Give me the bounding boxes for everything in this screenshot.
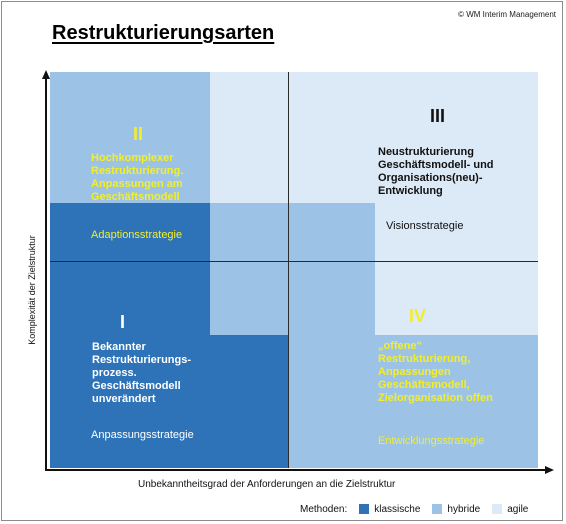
- y-axis-label: Komplexität der Zielstruktur: [27, 235, 37, 345]
- quadrant-1-description: Bekannter Restrukturierungs-prozess. Geschäftsmodell unverändert: [92, 341, 192, 405]
- legend-label-hybride: hybride: [447, 503, 481, 515]
- quadrant-1-strategy: Anpassungsstrategie: [91, 429, 194, 441]
- legend-title: Methoden:: [300, 503, 348, 515]
- classic-region-bottom: [210, 335, 288, 468]
- quadrant-4-numeral: IV: [409, 306, 427, 326]
- legend-swatch-klassische: [359, 504, 369, 514]
- x-axis-arrow-icon: [545, 466, 554, 474]
- diagram-title: Restrukturierungsarten: [52, 22, 275, 44]
- legend-item-agile: [492, 504, 528, 515]
- horizontal-divider: [50, 261, 538, 262]
- quadrant-3-strategy: Visionsstrategie: [386, 220, 464, 232]
- legend-label-klassische: klassische: [374, 503, 421, 515]
- quadrant-3-description: Neustrukturierung Geschäftsmodell- und Organisations(neu)-Entwicklung: [378, 146, 494, 197]
- quadrant-4-strategy: Entwicklungsstrategie: [378, 435, 485, 447]
- methods-legend: [300, 502, 540, 516]
- y-axis-line: [45, 78, 47, 471]
- legend-item-klassische: [359, 504, 420, 515]
- x-axis-label: Unbekanntheitsgrad der Anforderungen an die Zielstruktur: [138, 479, 396, 490]
- quadrant-2-strategy: Adaptionsstrategie: [91, 229, 183, 241]
- x-axis-line: [45, 469, 545, 471]
- hybrid-region-center: [210, 203, 375, 335]
- vertical-divider: [288, 72, 289, 468]
- legend-label-agile: agile: [507, 503, 529, 515]
- legend-item-hybride: [432, 504, 480, 515]
- quadrant-3-numeral: III: [430, 106, 446, 126]
- legend-swatch-agile: [492, 504, 502, 514]
- quadrant-2-description: Hochkomplexer Restrukturierung. Anpassungen am Geschäftsmodell: [91, 152, 184, 203]
- legend-swatch-hybride: [432, 504, 442, 514]
- quadrant-4-description: „offene“ Restrukturierung, Anpassungen Geschäftsmodell, Zielorganisation offen: [378, 340, 493, 404]
- y-axis-arrow-icon: [42, 70, 50, 79]
- quadrant-1-numeral: I: [120, 312, 126, 332]
- copyright-note: © WM Interim Management: [458, 10, 556, 19]
- quadrant-2-numeral: II: [133, 124, 144, 144]
